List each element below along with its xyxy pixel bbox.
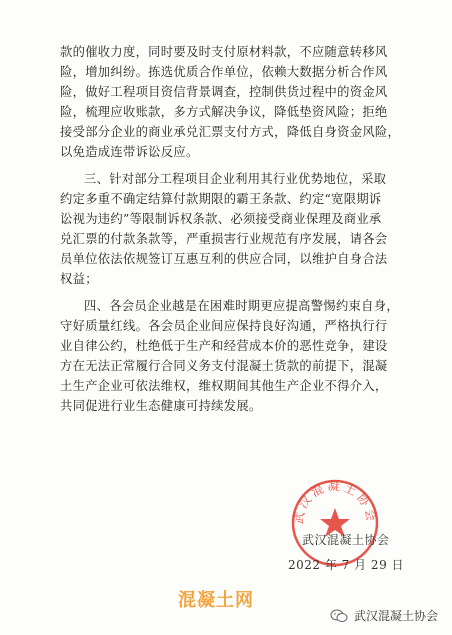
wechat-account-name: 武汉混凝土协会: [354, 609, 439, 623]
document-line: 险，梳理应收账款，多方式解决争议，降低垫资风险；拒绝: [60, 105, 388, 119]
document-line: 方在无法正常履行合同义务支付混凝土货款的前提下，混凝: [60, 359, 388, 373]
document-line: 守好质量红线。各会员企业间应保持良好沟通，严格执行行: [60, 319, 388, 333]
wechat-account-badge[interactable]: [330, 607, 438, 624]
wechat-icon: [330, 609, 348, 623]
official-seal: [290, 478, 380, 568]
document-line: 接受部分企业的商业承兑汇票支付方式，降低自身资金风险，: [60, 125, 401, 139]
document-line: 约定多重不确定结算付款期限的霸王条款、约定“宽限期诉: [60, 192, 382, 206]
document-line: 员单位依法依规签订互惠互利的供应合同，以维护自身合法: [60, 252, 388, 266]
paragraph-gap: [60, 162, 400, 169]
document-line: 险，做好工程项目资信背景调查，控制供货过程中的资金风: [60, 85, 388, 99]
document-line: 以免造成连带诉讼反应。: [60, 145, 199, 159]
document-line: 款的催收力度，同时要及时支付原材料款，不应随意转移风: [60, 45, 388, 59]
document-line: 权益；: [60, 272, 98, 286]
document-line: 共同促进行业生态健康可持续发展。: [60, 399, 262, 413]
signature-date: 2022 年 7 月 29 日: [288, 558, 405, 572]
document-line: 讼视为违约”等限制诉权条款、必须接受商业保理及商业承: [60, 212, 382, 226]
document-line: 三、针对部分工程项目企业利用其行业优势地位，采取: [84, 172, 387, 186]
document-line: 险，增加纠纷。拣选优质合作单位，依赖大数据分析合作风: [60, 65, 388, 79]
document-line: 四、各会员企业越是在困难时期更应提高警惕约束自身，: [84, 299, 399, 313]
seal-text: 武汉混凝土协会: [291, 479, 379, 525]
document-line: 业自律公约，杜绝低于生产和经营成本价的恶性竞争，建设: [60, 339, 388, 353]
document-body: [60, 42, 400, 416]
signature-organization: 武汉混凝土协会: [302, 533, 390, 547]
paragraph-gap: [60, 289, 400, 296]
document-line: 兑汇票的付款条款等，严重损害行业规范有序发展，请各会: [60, 232, 388, 246]
document-line: 土生产企业可依法维权，维权期间其他生产企业不得介入，: [60, 379, 388, 393]
site-watermark: 混凝土网: [178, 590, 254, 611]
